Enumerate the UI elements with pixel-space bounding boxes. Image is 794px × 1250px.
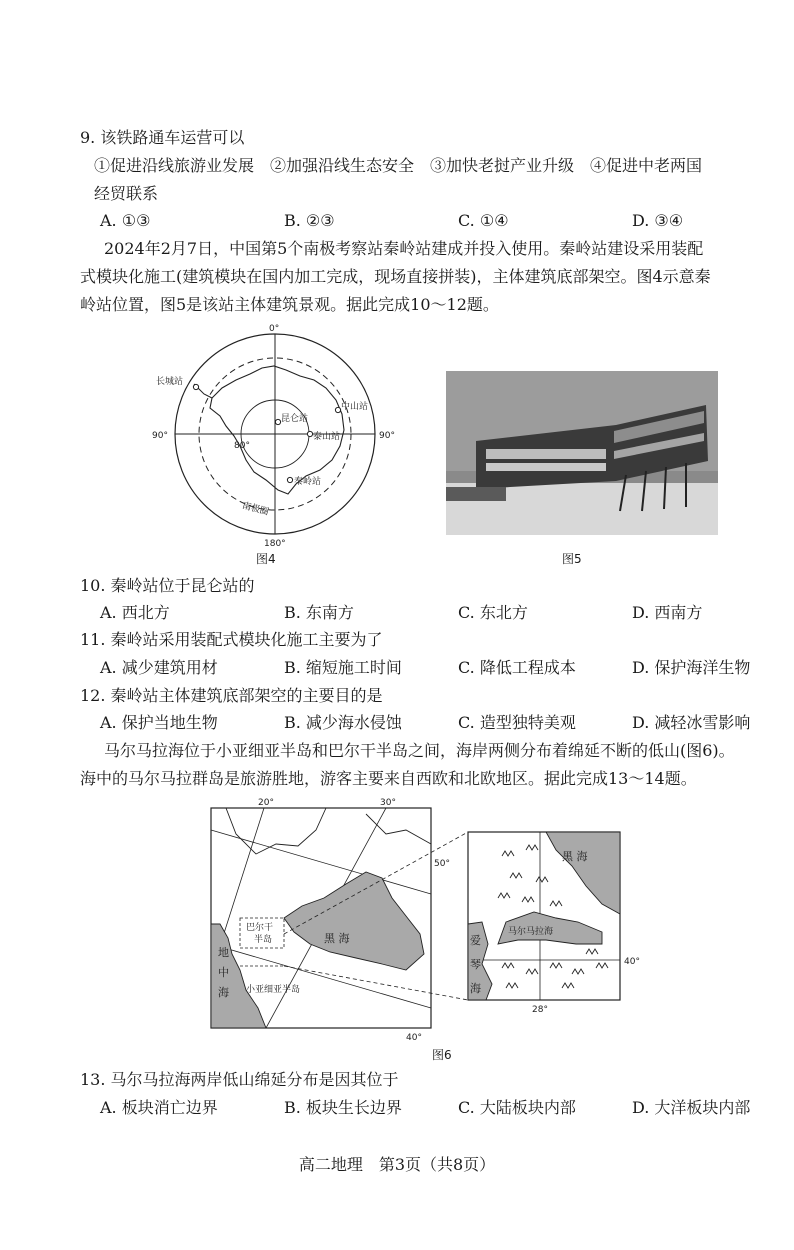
q12-option-b: B. 减少海水侵蚀: [284, 713, 402, 732]
passage2-line1: 马尔马拉海位于小亚细亚半岛和巴尔干半岛之间，海岸两侧分布着绵延不断的低山(图6)。: [104, 741, 735, 760]
fig4-right-lon: 90°: [379, 431, 395, 441]
fig6-lat-40-bottom: 40°: [406, 1033, 422, 1043]
fig4-caption: 图4: [256, 552, 276, 566]
fig6-inset-lon-28: 28°: [532, 1005, 548, 1015]
q10-stem: 10. 秦岭站位于昆仑站的: [80, 576, 255, 595]
fig4-left-lon: 90°: [152, 431, 168, 441]
fig6-inset-marmara: 马尔马拉海: [508, 927, 554, 937]
fig6-lon-30: 30°: [380, 798, 396, 808]
q11-stem: 11. 秦岭站采用装配式模块化施工主要为了: [80, 630, 383, 649]
q9-items-line2: 经贸联系: [94, 184, 159, 203]
q9-option-a: A. ①③: [100, 211, 151, 230]
q12-option-a: A. 保护当地生物: [100, 713, 218, 732]
q9-option-c: C. ①④: [458, 211, 509, 230]
q9-option-d: D. ③④: [632, 211, 684, 230]
fig6-caption: 图6: [432, 1048, 452, 1062]
q11-option-b: B. 缩短施工时间: [284, 658, 402, 677]
q12-option-d: D. 减轻冰雪影响: [632, 713, 751, 732]
q12-option-c: C. 造型独特美观: [458, 713, 576, 732]
fig6-inset-lat-40: 40°: [624, 957, 640, 967]
q9-items-line1: ①促进沿线旅游业发展 ②加强沿线生态安全 ③加快老挝产业升级 ④促进中老两国: [94, 156, 703, 175]
fig4-bottom-lon: 180°: [264, 539, 286, 549]
fig6-inset-aegean-2: 琴: [470, 958, 481, 971]
passage2-line2: 海中的马尔马拉群岛是旅游胜地，游客主要来自西欧和北欧地区。据此完成13～14题。: [80, 769, 697, 788]
q12-stem: 12. 秦岭站主体建筑底部架空的主要目的是: [80, 686, 383, 705]
fig4-top-lon: 0°: [269, 324, 280, 334]
fig4-lat-label: 80°: [234, 441, 250, 451]
q9-stem: 9. 该铁路通车运营可以: [80, 128, 245, 147]
fig6-label-med-3: 海: [218, 986, 229, 999]
fig6-inset-aegean-3: 海: [470, 982, 481, 995]
fig6-label-asia-minor: 小亚细亚半岛: [246, 985, 301, 995]
q11-option-a: A. 减少建筑用材: [100, 658, 218, 677]
fig4-station-changcheng: 长城站: [156, 377, 184, 387]
fig6-lon-20: 20°: [258, 798, 274, 808]
fig4-station-qinling: 秦岭站: [294, 477, 322, 487]
fig6-label-black-sea: 黑 海: [324, 932, 350, 945]
q9-option-b: B. ②③: [284, 211, 335, 230]
qinling-station-image: [446, 371, 718, 535]
passage1-line1: 2024年2月7日，中国第5个南极考察站秦岭站建成并投入使用。秦岭站建设采用装配: [104, 239, 704, 258]
q13-option-b: B. 板块生长边界: [284, 1098, 402, 1117]
fig6-label-med-2: 中: [218, 966, 229, 979]
q10-option-d: D. 西南方: [632, 603, 703, 622]
q10-option-c: C. 东北方: [458, 603, 528, 622]
page-footer: 高二地理 第3页（共8页）: [298, 1155, 496, 1174]
fig6-inset-black-sea: 黑 海: [562, 850, 588, 863]
fig5-caption: 图5: [562, 552, 582, 566]
q10-option-b: B. 东南方: [284, 603, 354, 622]
q11-option-c: C. 降低工程成本: [458, 658, 576, 677]
fig4-station-zhongshan: 中山站: [341, 402, 369, 412]
fig4-station-kunlun: 昆仑站: [281, 414, 309, 424]
fig6-lat-50: 50°: [434, 859, 450, 869]
q10-option-a: A. 西北方: [100, 603, 170, 622]
fig6-inset-aegean-1: 爱: [470, 934, 481, 947]
q13-option-c: C. 大陆板块内部: [458, 1098, 576, 1117]
passage1-line2: 式模块化施工(建筑模块在国内加工完成，现场直接拼装)，主体建筑底部架空。图4示意秦: [80, 267, 711, 286]
fig6-label-med-1: 地: [218, 946, 229, 959]
fig4-station-taishan: 泰山站: [313, 432, 341, 442]
figure6-map: [206, 794, 652, 1046]
figure5-photo: [446, 371, 718, 535]
fig6-label-balkan-2: 半岛: [254, 935, 273, 945]
q11-option-d: D. 保护海洋生物: [632, 658, 751, 677]
q13-option-d: D. 大洋板块内部: [632, 1098, 751, 1117]
q13-stem: 13. 马尔马拉海两岸低山绵延分布是因其位于: [80, 1070, 399, 1089]
passage1-line3: 岭站位置，图5是该站主体建筑景观。据此完成10～12题。: [80, 295, 499, 314]
q13-option-a: A. 板块消亡边界: [100, 1098, 218, 1117]
figure4-map: [150, 318, 410, 550]
fig4-circle-label: 南极圈: [240, 501, 270, 518]
fig6-label-balkan-1: 巴尔干: [246, 923, 274, 933]
